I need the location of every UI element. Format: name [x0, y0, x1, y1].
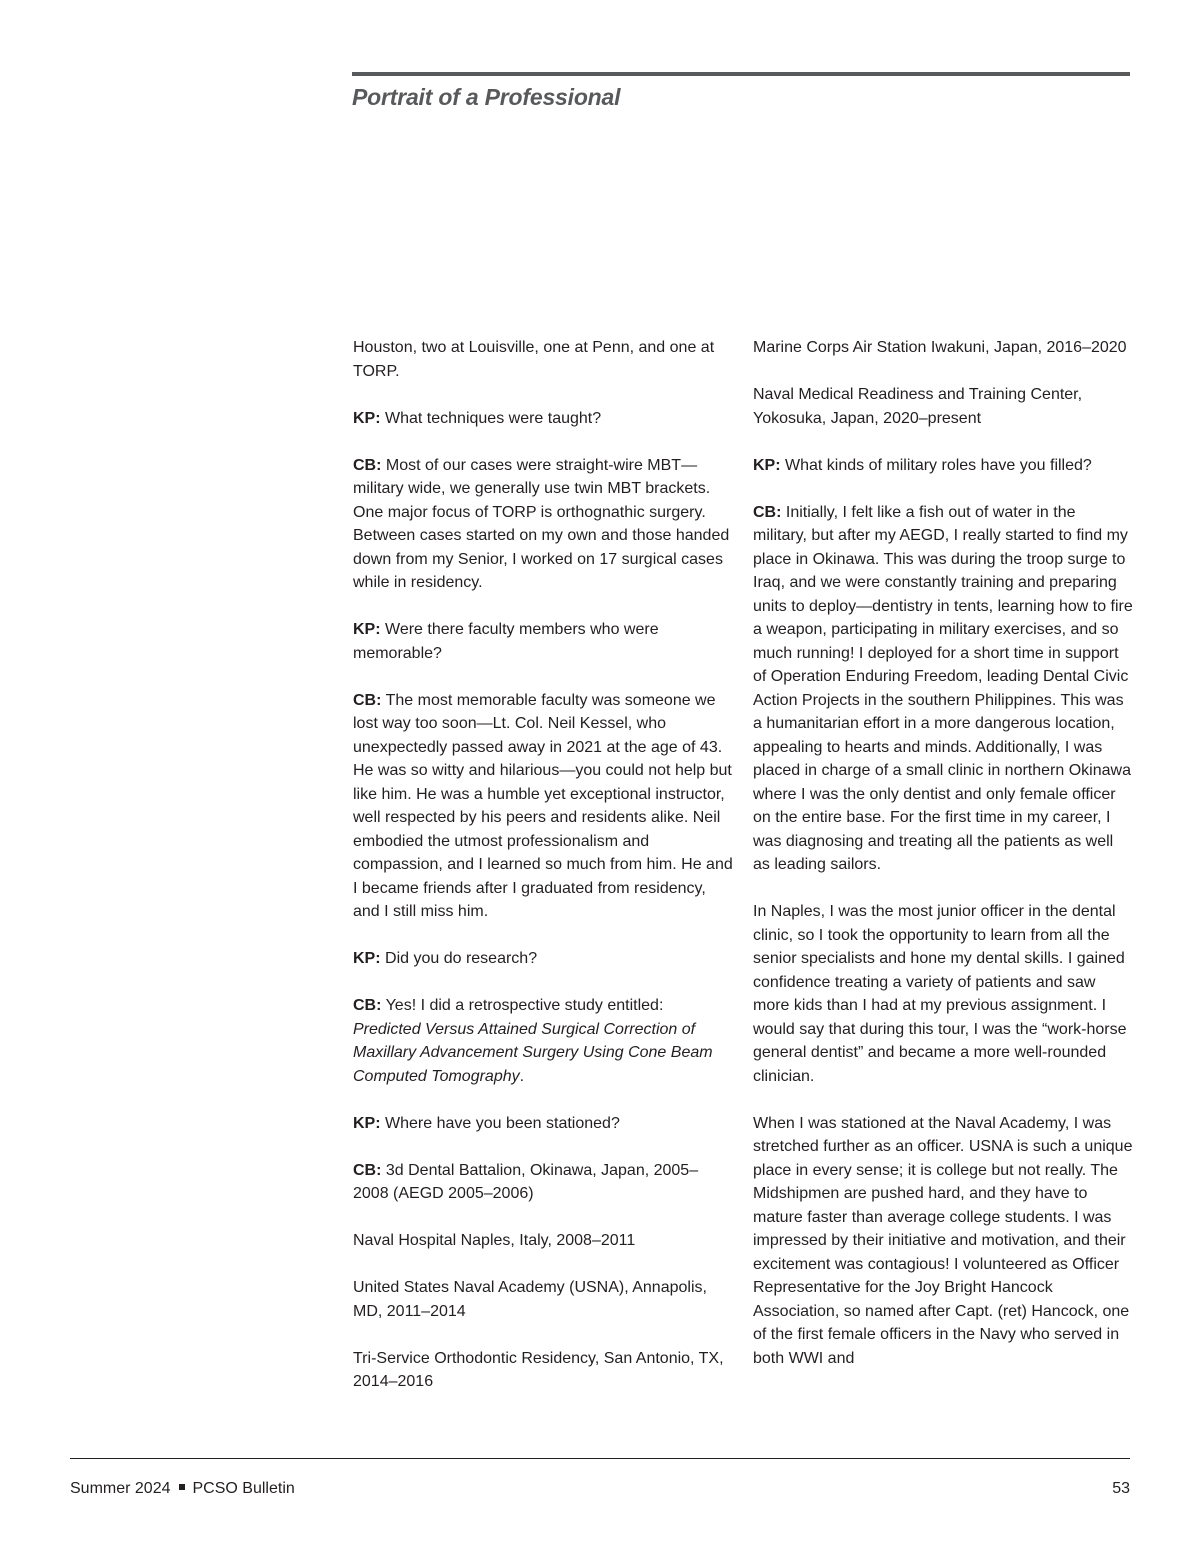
question-stationed	[353, 1112, 733, 1136]
left-column	[353, 336, 733, 1417]
station-naples: Naval Hospital Naples, Italy, 2008–2011	[353, 1232, 636, 1249]
station-usna: United States Naval Academy (USNA), Annapolis, MD, 2011–2014	[353, 1279, 707, 1320]
footer-issue: Summer 2024	[70, 1480, 171, 1497]
speaker-label: KP:	[753, 456, 781, 474]
right-column	[753, 336, 1133, 1394]
square-bullet-icon	[179, 1484, 185, 1490]
question-text: What kinds of military roles have you filled?	[780, 456, 1092, 474]
answer-text: Most of our cases were straight-wire MBT—military wide, we generally use twin MBT brackets. One major focus of TORP is orthognathic surgery. Between cases started on my own and those handed down from my Senior, I worked on 17 surgical cases while in residency.	[353, 456, 730, 591]
paragraph-continuation: Houston, two at Louisville, one at Penn, and one at TORP.	[353, 339, 715, 380]
answer-text: The most memorable faculty was someone we lost way too soon—Lt. Col. Neil Kessel, who unexpectedly passed away in 2021 at the age of 43. He was so witty and hilarious—you could not help but like him. He was a humble yet exceptional instructor, well respected by his peers and residents alike. Neil embodied the utmost professionalism and compassion, and I learned so much from him. He and I became friends after I graduated from residency, and I still miss him.	[353, 691, 733, 920]
answer-stationed	[353, 1159, 733, 1206]
section-title: Portrait of a Professional	[352, 84, 621, 110]
question-text: What techniques were taught?	[380, 409, 602, 427]
question-text: Where have you been stationed?	[380, 1114, 620, 1132]
speaker-label: CB:	[753, 503, 782, 521]
speaker-label: CB:	[353, 691, 382, 709]
answer-techniques	[353, 454, 733, 595]
question-text: Did you do research?	[380, 950, 538, 967]
speaker-label: CB:	[353, 1161, 382, 1179]
speaker-label: KP:	[353, 1114, 381, 1132]
speaker-label: CB:	[353, 997, 382, 1014]
answer-text: Yes! I did a retrospective study entitled:	[381, 997, 664, 1014]
answer-roles	[753, 501, 1133, 877]
paragraph-academy: When I was stationed at the Naval Academy, I was stretched further as an officer. USNA is such a unique place in every sense; it is college but not really. The Midshipmen are pushed hard, and they have to mature faster than average college students. I was impressed by their initiative and motivation, and their excitement was contagious! I volunteered as Officer Representative for the Joy Bright Hancock Association, so named after Capt. (ret) Hancock, one of the first female officers in the Navy who served in both WWI and	[753, 1114, 1133, 1367]
question-roles	[753, 454, 1133, 478]
footer-rule	[70, 1458, 1130, 1459]
answer-text: Initially, I felt like a fish out of water in the military, but after my AEGD, I really started to find my place in Okinawa. This was during the troop surge to Iraq, and we were constantly training and preparing units to deploy—dentistry in tents, learning how to fire a weapon, participating in military exercises, and so much running! I deployed for a short time in support of Operation Enduring Freedom, leading Dental Civic Action Projects in the southern Philippines. This was a humanitarian effort in a more dangerous location, appealing to hearts and minds. Additionally, I was placed in charge of a small clinic in northern Okinawa where I was the only dentist and only female officer on the entire base. For the first time in my career, I was diagnosing and treating all the patients as well as leading sailors.	[753, 503, 1133, 873]
question-techniques	[353, 407, 733, 431]
footer-issue-line	[70, 1480, 295, 1498]
speaker-label: CB:	[353, 456, 382, 474]
station-torp: Tri-Service Orthodontic Residency, San Antonio, TX, 2014–2016	[353, 1349, 724, 1390]
header-rule	[352, 72, 1130, 76]
speaker-label: KP:	[353, 950, 381, 967]
answer-research	[353, 994, 733, 1088]
station-iwakuni: Marine Corps Air Station Iwakuni, Japan, 2016–2020	[753, 339, 1127, 356]
speaker-label: KP:	[353, 621, 381, 638]
question-research	[353, 947, 733, 971]
answer-faculty	[353, 689, 733, 924]
study-title: Predicted Versus Attained Surgical Correction of Maxillary Advancement Surgery Using Cone Beam Computed Tomography	[353, 1020, 713, 1085]
question-faculty	[353, 618, 733, 665]
speaker-label: KP:	[353, 409, 381, 427]
question-text: Were there faculty members who were memorable?	[353, 621, 659, 662]
paragraph-naples: In Naples, I was the most junior officer in the dental clinic, so I took the opportunity to learn from all the senior specialists and hone my dental skills. I gained confidence treating a variety of patients and saw more kids than I had at my previous assignment. I would say that during this tour, I was the “work-horse general dentist” and became a more well-rounded clinician.	[753, 903, 1127, 1085]
footer-publication: PCSO Bulletin	[192, 1480, 295, 1497]
page-number: 53	[1112, 1480, 1130, 1497]
station-yokosuka: Naval Medical Readiness and Training Center, Yokosuka, Japan, 2020–present	[753, 386, 1083, 427]
answer-end: .	[519, 1067, 525, 1085]
answer-text: 3d Dental Battalion, Okinawa, Japan, 2005–2008 (AEGD 2005–2006)	[353, 1161, 699, 1202]
